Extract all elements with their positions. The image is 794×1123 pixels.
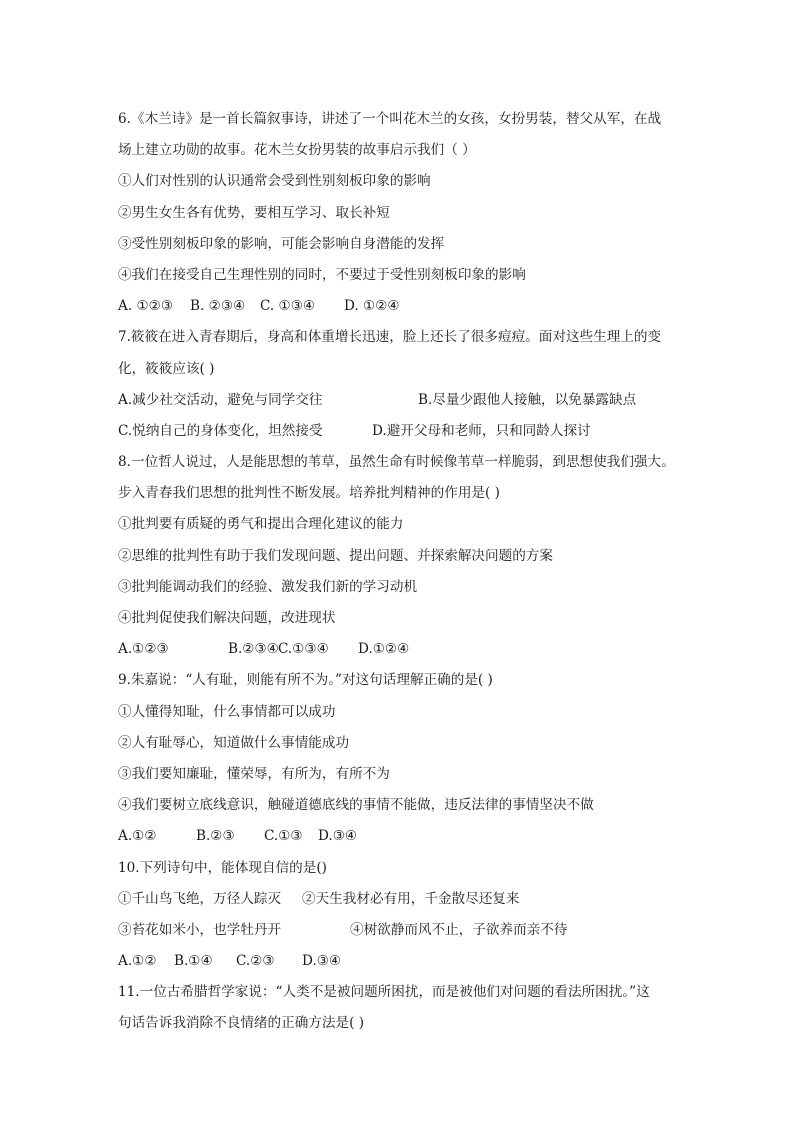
option-c: C.②③ (236, 953, 275, 970)
question-7-stem-line-2: 化，筱筱应该( ) (118, 360, 215, 377)
question-6-statement-3: ③受性别刻板印象的影响，可能会影响自身潜能的发挥 (118, 235, 445, 252)
question-9-statement-1: ①人懂得知耻，什么事情都可以成功 (118, 703, 336, 720)
question-9-options (118, 821, 684, 852)
question-8-statement-1: ①批判要有质疑的勇气和提出合理化建议的能力 (118, 516, 404, 533)
option-c: C.①③ (264, 828, 303, 845)
option-a: A.①②③ (118, 641, 169, 658)
question-9-stem-line-1: 9.朱嘉说：“人有耻，则能有所不为。”对这句话理解正确的是( ) (118, 672, 493, 689)
option-d: D.③④ (318, 828, 358, 845)
question-11-stem-line-2: 句话告诉我消除不良情绪的正确方法是( ) (118, 1015, 365, 1032)
option-d: D. ①②④ (344, 298, 400, 315)
option-a: A.减少社交活动，避免与同学交往 (118, 391, 323, 408)
option-d: D.避开父母和老师，只和同龄人探讨 (372, 422, 591, 439)
option-d: D.③④ (302, 953, 342, 970)
option-a: A.①② (118, 953, 157, 970)
option-b: B.②③④ (228, 641, 279, 658)
question-9-statement-3: ③我们要知廉耻，懂荣辱，有所为，有所不为 (118, 765, 390, 782)
question-10-options (118, 946, 684, 977)
question-8-options (118, 634, 684, 665)
option-d: D.①②④ (358, 641, 410, 658)
question-6-stem-line-2: 场上建立功勋的故事。花木兰女扮男装的故事启示我们（ ） (118, 142, 476, 159)
question-7-options-row-1 (118, 385, 684, 416)
option-c: C.悦纳自己的身体变化，坦然接受 (118, 422, 323, 439)
question-7-options-row-2 (118, 416, 684, 447)
option-b: B.①④ (174, 953, 213, 970)
question-6-options (118, 291, 684, 322)
question-9-statement-2: ②人有耻辱心，知道做什么事情能成功 (118, 734, 350, 751)
question-8-stem-line-2: 步入青春我们思想的批判性不断发展。培养批判精神的作用是( ) (118, 485, 500, 502)
option-c: C. ①③④ (260, 298, 316, 315)
statement-1: ①千山鸟飞绝，万径人踪灭 (118, 890, 282, 907)
question-8-statement-3: ③批判能调动我们的经验、激发我们新的学习动机 (118, 578, 418, 595)
option-b: B.②③ (196, 828, 235, 845)
option-a: A. ①②③ (118, 298, 174, 315)
question-8-statement-2: ②思维的批判性有助于我们发现问题、提出问题、并探索解决问题的方案 (118, 547, 553, 564)
option-c: C.①③④ (278, 641, 329, 658)
option-b: B. ②③④ (190, 298, 246, 315)
question-7-stem-line-1: 7.筱筱在进入青春期后，身高和体重增长迅速，脸上还长了很多痘痘。面对这些生理上的变 (118, 329, 662, 346)
statement-2: ②天生我材必有用，千金散尽还复来 (302, 890, 520, 907)
question-10-stem-line-1: 10.下列诗句中，能体现自信的是() (118, 859, 327, 876)
option-b: B.尽量少跟他人接触，以免暴露缺点 (418, 391, 637, 408)
question-9-statement-4: ④我们要树立底线意识，触碰道德底线的事情不能做，违反法律的事情坚决不做 (118, 797, 594, 814)
question-10-statements-row-2 (118, 915, 684, 946)
question-10-statements-row-1 (118, 884, 684, 915)
option-a: A.①② (118, 828, 157, 845)
statement-3: ③苔花如米小，也学牡丹开 (118, 921, 282, 938)
question-8-statement-4: ④批判促使我们解决问题，改进现状 (118, 610, 336, 626)
question-list (118, 104, 684, 1040)
question-6-statement-1: ①人们对性别的认识通常会受到性别刻板印象的影响 (118, 173, 431, 190)
statement-4: ④树欲静而风不止，子欲养而亲不待 (350, 921, 568, 938)
question-6-stem-line-1: 6.《木兰诗》是一首长篇叙事诗，讲述了一个叫花木兰的女孩，女扮男装，替父从军，在战 (118, 111, 662, 127)
question-6-statement-4: ④我们在接受自己生理性别的同时，不要过于受性别刻板印象的影响 (118, 266, 526, 283)
question-6-statement-2: ②男生女生各有优势，要相互学习、取长补短 (118, 204, 390, 221)
question-11-stem-line-1: 11.一位古希腊哲学家说：“人类不是被问题所困扰，而是被他们对问题的看法所困扰。”这 (118, 984, 650, 1001)
question-8-stem-line-1: 8.一位哲人说过，人是能思想的苇草，虽然生命有时候像苇草一样脆弱，到思想使我们强大。 (118, 454, 675, 471)
